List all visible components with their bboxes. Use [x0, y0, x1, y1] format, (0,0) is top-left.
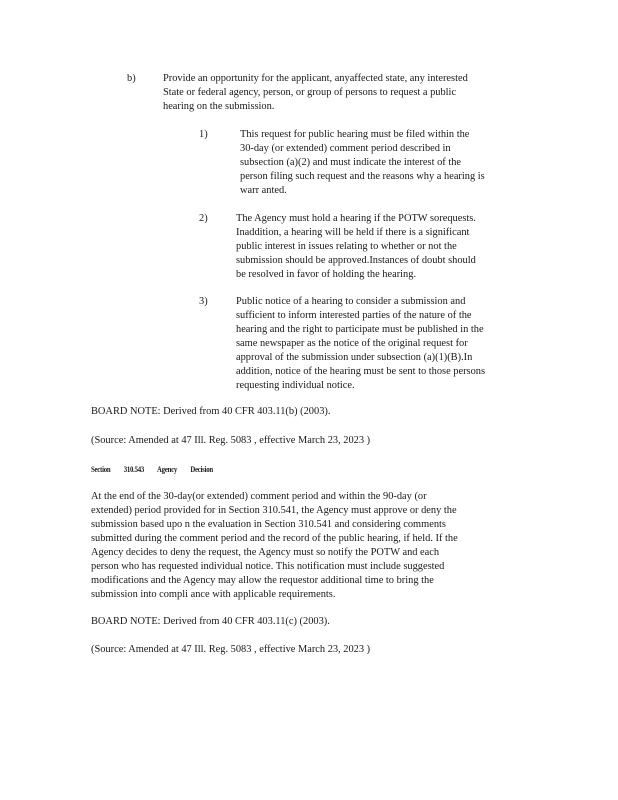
source-note: (Source: Amended at 47 Ill. Reg. 5083 , effective March 23, 2023 ) [91, 435, 371, 446]
text-line: extended) period provided for in Section 310.541, the Agency must approve or deny the [91, 505, 457, 516]
text-line: submitted during the comment period and the record of the public hearing, if held. If the [91, 533, 458, 544]
text-line: This request for public hearing must be filed within the [240, 129, 470, 140]
text-line: State or federal agency, person, or group of persons to request a public [163, 87, 457, 98]
sub-item-3-text [236, 295, 536, 393]
sub-item-3-label: 3) [199, 296, 208, 307]
board-note: BOARD NOTE: Derived from 40 CFR 403.11(c) (2003). [91, 616, 330, 627]
item-b-text [163, 72, 523, 114]
text-line: At the end of the 30-day(or extended) comment period and within the 90-day (or [91, 491, 427, 502]
text-line: The Agency must hold a hearing if the POTW sorequests. [236, 213, 476, 224]
text-line: person filing such request and the reasons why a hearing is [240, 171, 485, 182]
text-line: public interest in issues relating to whether or not the [236, 241, 457, 252]
section-label: Section [91, 465, 111, 474]
text-line: be resolved in favor of holding the hearing. [236, 269, 417, 280]
sub-item-2-label: 2) [199, 213, 208, 224]
sub-item-2-text [236, 212, 536, 282]
text-line: same newspaper as the notice of the original request for [236, 338, 468, 349]
text-line: addition, notice of the hearing must be sent to those persons [236, 366, 486, 377]
section-title-word: Decision [190, 465, 213, 474]
text-line: submission should be approved.Instances of doubt should [236, 255, 476, 266]
section-number: 310.543 [123, 465, 145, 474]
text-line: warr anted. [240, 185, 287, 196]
sub-item-1-label: 1) [199, 129, 208, 140]
board-note: BOARD NOTE: Derived from 40 CFR 403.11(b) (2003). [91, 406, 331, 417]
text-line: hearing and the right to participate must be published in the [236, 324, 484, 335]
text-line: Provide an opportunity for the applicant, anyaffected state, any interested [163, 73, 468, 84]
text-line: requesting individual notice. [236, 380, 355, 391]
text-line: Inaddition, a hearing will be held if there is a significant [236, 227, 470, 238]
decision-paragraph [91, 490, 531, 602]
section-heading [91, 463, 234, 477]
section-title-word: Agency [157, 465, 178, 474]
text-line: modifications and the Agency may allow the requestor additional time to bring the [91, 575, 434, 586]
text-line: submission into compli ance with applicable requirements. [91, 589, 336, 600]
sub-item-1-text [240, 128, 540, 198]
text-line: hearing on the submission. [163, 101, 275, 112]
text-line: submission based upo n the evaluation in Section 310.541 and considering comments [91, 519, 446, 530]
text-line: sufficient to inform interested parties of the nature of the [236, 310, 472, 321]
text-line: Agency decides to deny the request, the Agency must so notify the POTW and each [91, 547, 440, 558]
item-b-label: b) [127, 73, 136, 84]
source-note: (Source: Amended at 47 Ill. Reg. 5083 , effective March 23, 2023 ) [91, 644, 371, 655]
text-line: person who has requested individual notice. This notification must include suggested [91, 561, 445, 572]
text-line: Public notice of a hearing to consider a submission and [236, 296, 466, 307]
text-line: approval of the submission under subsection (a)(1)(B).In [236, 352, 473, 363]
text-line: 30-day (or extended) comment period described in [240, 143, 451, 154]
text-line: subsection (a)(2) and must indicate the interest of the [240, 157, 462, 168]
